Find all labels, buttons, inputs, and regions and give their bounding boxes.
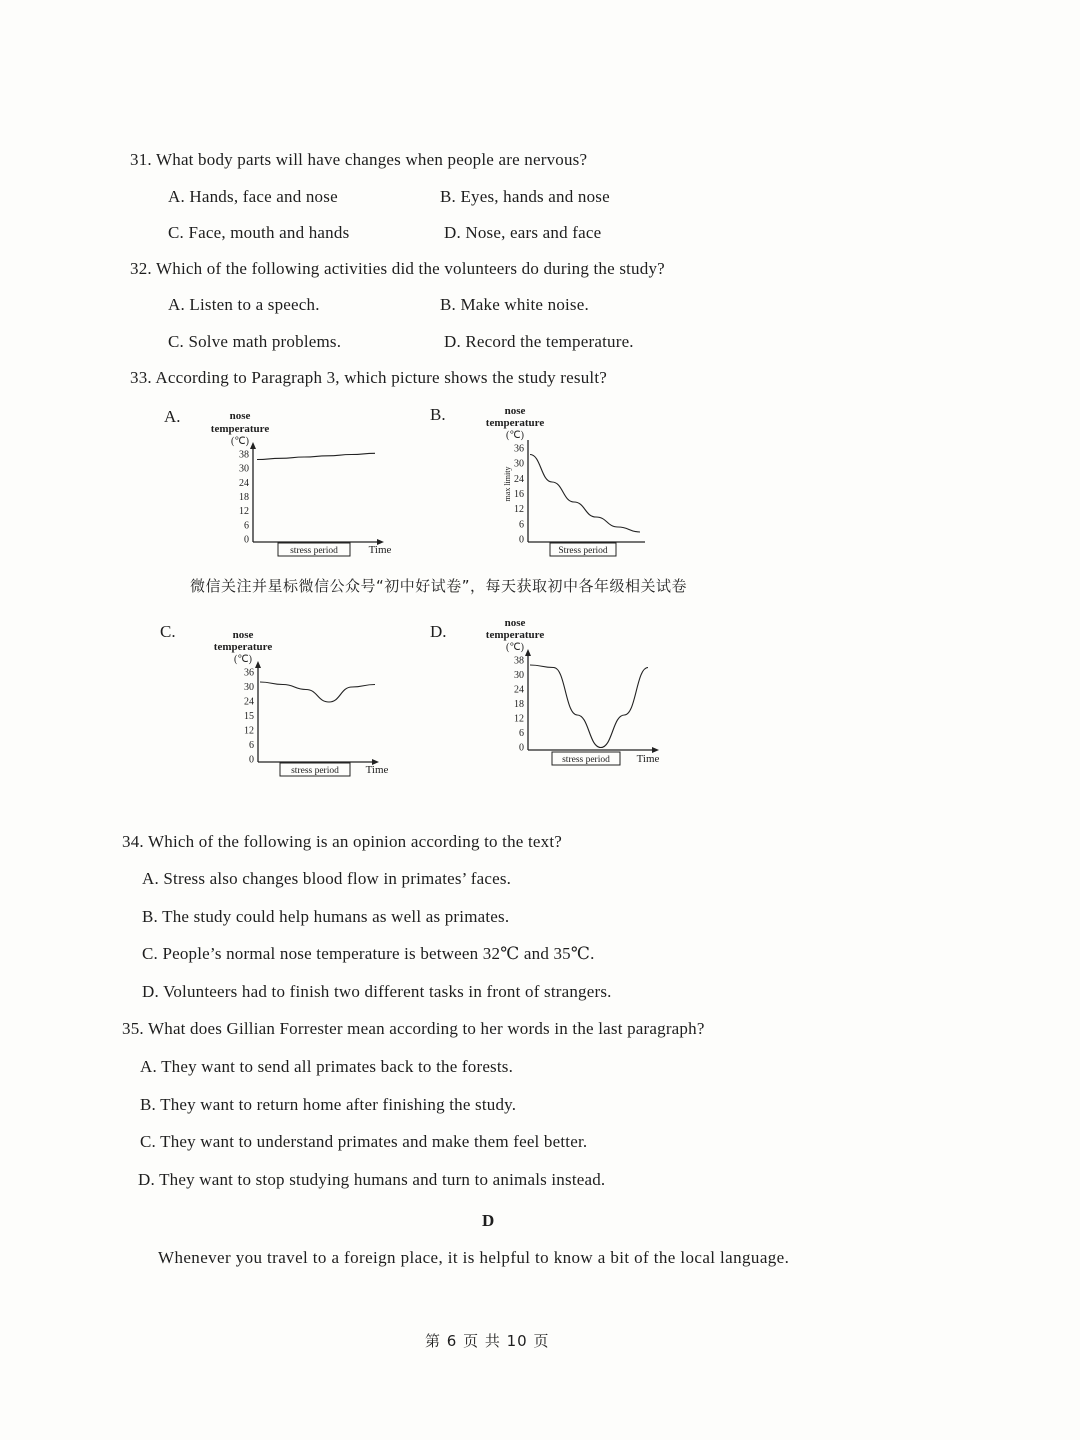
graph-b-unit: (℃) <box>506 430 524 441</box>
page-footer: 第 6 页 共 10 页 <box>425 1332 550 1350</box>
question-32-option-b[interactable]: B. Make white noise. <box>440 295 589 314</box>
question-32-option-d[interactable]: D. Record the temperature. <box>444 332 634 351</box>
graph-tick-label: 24 <box>239 477 249 489</box>
graph-tick-label: 30 <box>244 682 254 693</box>
graph-tick-label: 12 <box>244 725 254 737</box>
graph-tick-label: 6 <box>519 728 524 739</box>
graph-tick-label: 18 <box>239 492 249 503</box>
graph-c-ticks <box>244 668 254 766</box>
graph-a-ylabel-line2: temperature <box>210 423 270 435</box>
graph-c-y-arrow <box>255 661 261 668</box>
graph-tick-label: 24 <box>514 684 524 696</box>
graph-c-ylabel-line2: temperature <box>213 641 273 653</box>
graph-c-unit: (℃) <box>234 654 252 665</box>
question-31-stem: 31. What body parts will have changes when people are nervous? <box>130 150 588 169</box>
graph-tick-label: 30 <box>514 670 524 681</box>
graph-a-ylabel-line1: nose <box>229 410 251 422</box>
section-first-line: Whenever you travel to a foreign place, it is helpful to know a bit of the local language. <box>158 1248 790 1267</box>
graph-tick-label: 6 <box>519 519 524 531</box>
graph-b-ylabel-line1: nose <box>504 405 526 417</box>
graph-a-y-arrow <box>250 442 256 449</box>
graph-a-period-label: stress period <box>290 546 338 556</box>
graph-tick-label: 30 <box>514 458 524 470</box>
question-34-option-d[interactable]: D. Volunteers had to finish two different tasks in front of strangers. <box>142 982 612 1001</box>
graph-tick-label: 0 <box>519 534 524 546</box>
graph-c-option-label[interactable]: C. <box>160 622 176 641</box>
graph-b-ticks <box>514 444 524 546</box>
graph-tick-label: 12 <box>239 506 249 518</box>
graph-a-option-label[interactable]: A. <box>164 407 181 426</box>
graph-a-xlabel: Time <box>368 544 392 556</box>
graph-d-xlabel: Time <box>636 753 660 765</box>
question-35-option-c[interactable]: C. They want to understand primates and make them feel better. <box>140 1132 588 1151</box>
graph-d-series-line <box>530 665 648 748</box>
question-32-stem: 32. Which of the following activities did the volunteers do during the study? <box>130 259 665 278</box>
graph-b-ylabel-line2: temperature <box>485 417 545 429</box>
graph-d-y-arrow <box>525 649 531 656</box>
graph-tick-label: 18 <box>514 699 524 710</box>
question-31-option-a[interactable]: A. Hands, face and nose <box>168 187 338 206</box>
section-title: D <box>482 1211 495 1230</box>
question-34-option-c[interactable]: C. People’s normal nose temperature is between 32℃ and 35℃. <box>142 944 595 963</box>
question-35-option-d[interactable]: D. They want to stop studying humans and turn to animals instead. <box>138 1170 606 1189</box>
graph-tick-label: 30 <box>239 463 249 475</box>
graph-d-period-label: stress period <box>562 755 610 765</box>
graph-c-period-label: stress period <box>291 766 339 776</box>
question-34-option-b[interactable]: B. The study could help humans as well as primates. <box>142 907 510 926</box>
graph-tick-label: 36 <box>514 443 524 455</box>
graph-b-option-label[interactable]: B. <box>430 405 446 424</box>
graph-tick-label: 6 <box>249 740 254 751</box>
graph-a-series-line <box>257 453 375 459</box>
graph-tick-label: 38 <box>239 449 249 461</box>
graph-b-side-label: max limity <box>503 466 512 502</box>
graph-tick-label: 36 <box>244 667 254 679</box>
question-35-option-b[interactable]: B. They want to return home after finishing the study. <box>140 1095 517 1114</box>
graph-tick-label: 0 <box>249 754 254 766</box>
promo-notice: 微信关注并星标微信公众号“初中好试卷”，每天获取初中各年级相关试卷 <box>190 577 688 595</box>
graph-a-unit: (℃) <box>231 436 249 447</box>
graph-tick-label: 24 <box>514 473 524 485</box>
graph-a <box>195 402 415 567</box>
graph-tick-label: 0 <box>519 742 524 754</box>
graph-d-ylabel-line2: temperature <box>485 629 545 641</box>
graph-a-ticks <box>239 450 249 546</box>
question-34-option-a[interactable]: A. Stress also changes blood flow in primates’ faces. <box>142 869 512 888</box>
graph-tick-label: 16 <box>514 489 524 500</box>
graph-d-option-label[interactable]: D. <box>430 622 447 641</box>
graph-tick-label: 0 <box>244 534 249 546</box>
graph-b-series-line <box>530 455 640 533</box>
question-32-option-a[interactable]: A. Listen to a speech. <box>168 295 320 314</box>
question-31-option-b[interactable]: B. Eyes, hands and nose <box>440 187 610 206</box>
graph-d-unit: (℃) <box>506 642 524 653</box>
graph-d <box>470 612 690 777</box>
graph-c-series-line <box>260 682 375 702</box>
graph-tick-label: 6 <box>244 520 249 532</box>
graph-c-ylabel-line1: nose <box>232 629 254 641</box>
question-35-option-a[interactable]: A. They want to send all primates back to the forests. <box>140 1057 514 1076</box>
question-33-stem: 33. According to Paragraph 3, which picture shows the study result? <box>130 368 608 387</box>
graph-tick-label: 24 <box>244 696 254 708</box>
graph-d-ticks <box>514 656 524 754</box>
question-31-option-d[interactable]: D. Nose, ears and face <box>444 223 602 242</box>
graph-tick-label: 15 <box>244 711 254 722</box>
graph-c-xlabel: Time <box>365 764 389 776</box>
graph-tick-label: 38 <box>514 655 524 667</box>
question-35-stem: 35. What does Gillian Forrester mean according to her words in the last paragraph? <box>122 1019 705 1038</box>
graph-tick-label: 12 <box>514 713 524 725</box>
graph-b-period-label: Stress period <box>558 546 608 556</box>
graph-d-ylabel-line1: nose <box>504 617 526 629</box>
question-31-option-c[interactable]: C. Face, mouth and hands <box>168 223 350 242</box>
graph-tick-label: 12 <box>514 504 524 516</box>
question-34-stem: 34. Which of the following is an opinion according to the text? <box>122 832 563 851</box>
graph-c <box>200 622 420 787</box>
question-32-option-c[interactable]: C. Solve math problems. <box>168 332 342 351</box>
graph-b <box>470 402 690 567</box>
